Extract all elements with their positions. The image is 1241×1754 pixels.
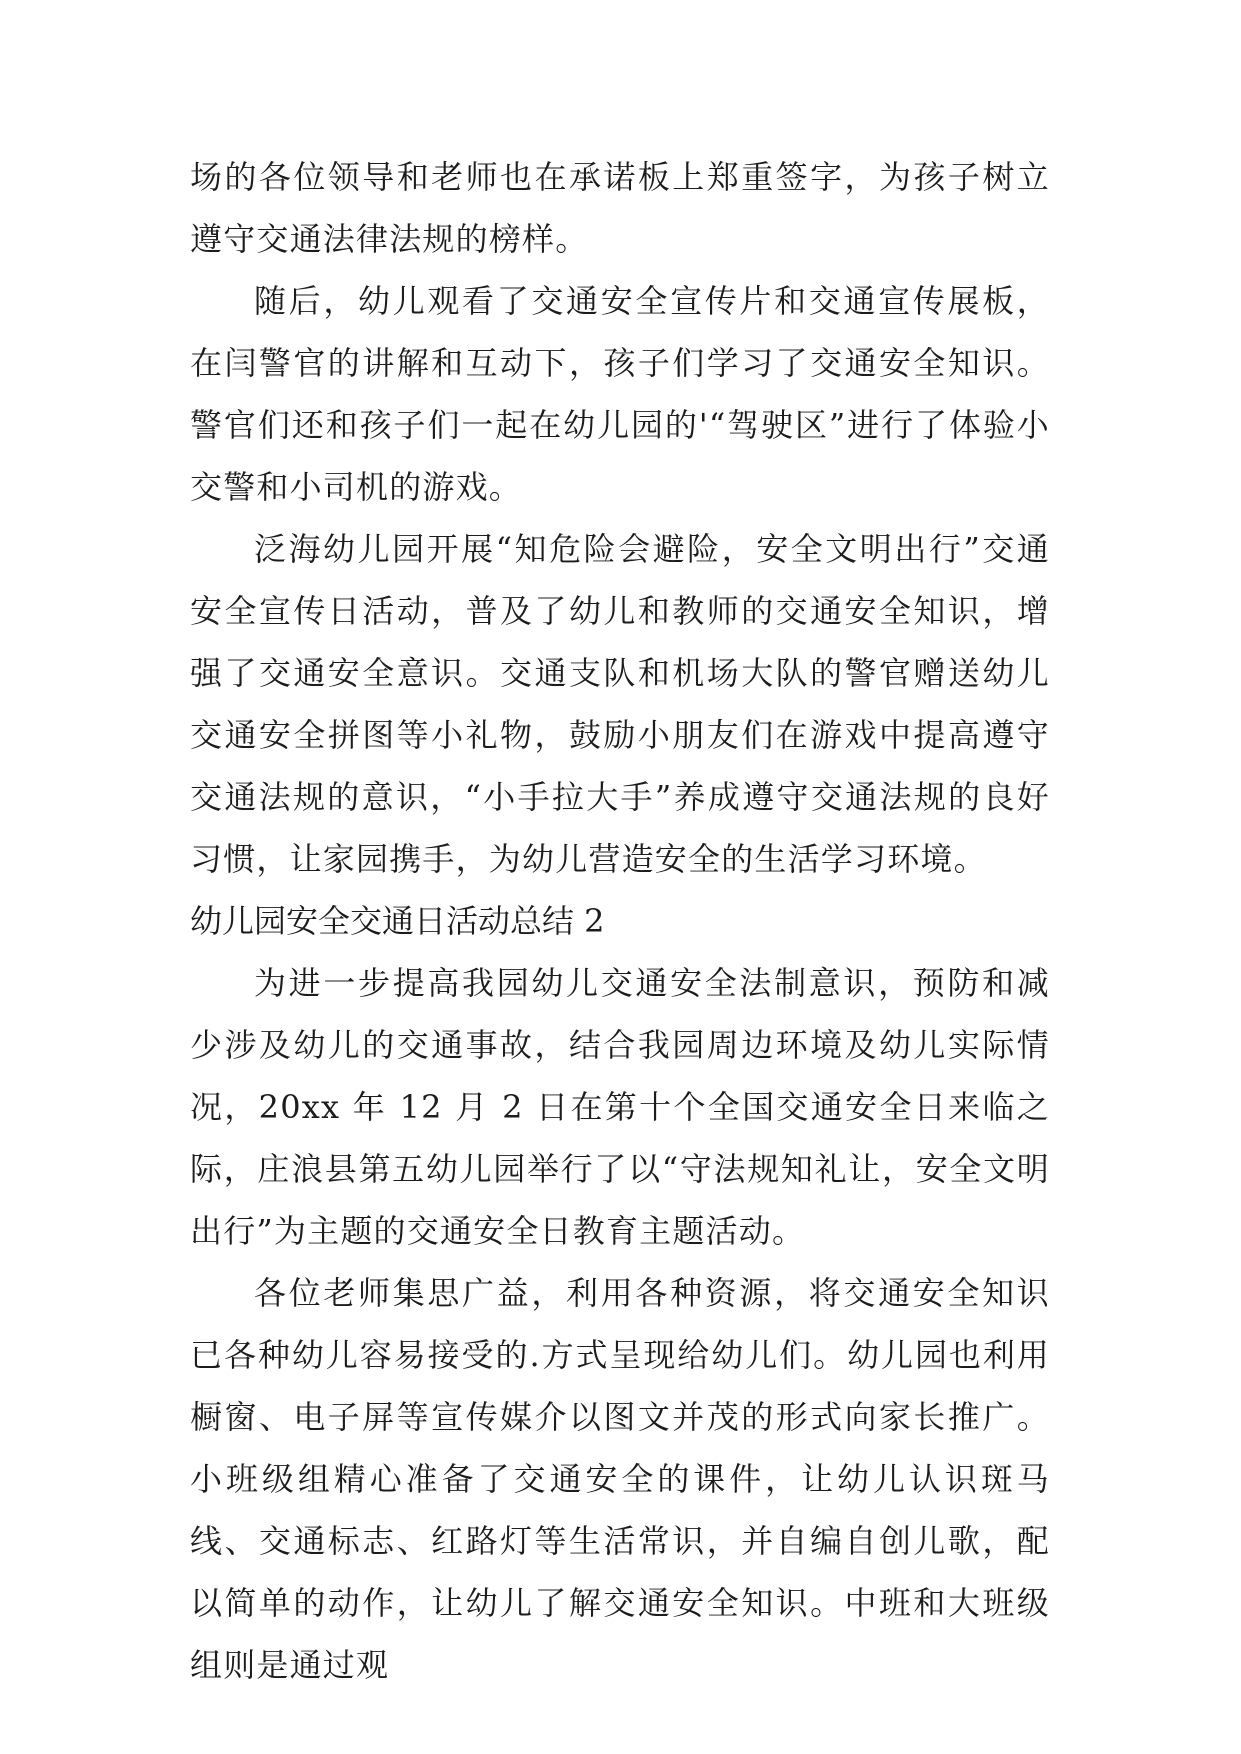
- document-body: [190, 146, 1050, 1696]
- paragraph-continued: 场的各位领导和老师也在承诺板上郑重签字，为孩子树立遵守交通法律法规的榜样。: [190, 158, 1050, 258]
- section-heading: 幼儿园安全交通日活动总结 2: [190, 902, 605, 940]
- paragraph-intro: 为进一步提高我园幼儿交通安全法制意识，预防和减少涉及幼儿的交通事故，结合我园周边环境及幼儿实际情况，20xx 年 12 月 2 日在第十个全国交通安全日来临之际，庄浪县第五幼儿园举行了以“守法规知礼让，安全文明出行”为主题的交通安全日教育主题活动。: [190, 964, 1050, 1250]
- paragraph-fanhai-activity: 泛海幼儿园开展“知危险会避险，安全文明出行”交通安全宣传日活动，普及了幼儿和教师的交通安全知识，增强了交通安全意识。交通支队和机场大队的警官赠送幼儿交通安全拼图等小礼物，鼓励小朋友们在游戏中提高遵守交通法规的意识，“小手拉大手”养成遵守交通法规的良好习惯，让家园携手，为幼儿营造安全的生活学习环境。: [190, 530, 1050, 878]
- paragraph-police-lesson: 随后，幼儿观看了交通安全宣传片和交通宣传展板，在闫警官的讲解和互动下，孩子们学习了交通安全知识。警官们还和孩子们一起在幼儿园的'“驾驶区”进行了体验小交警和小司机的游戏。: [190, 282, 1050, 506]
- paragraph-teachers: 各位老师集思广益，利用各种资源，将交通安全知识已各种幼儿容易接受的.方式呈现给幼儿们。幼儿园也利用橱窗、电子屏等宣传媒介以图文并茂的形式向家长推广。小班级组精心准备了交通安全的课件，让幼儿认识斑马线、交通标志、红路灯等生活常识，并自编自创儿歌，配以简单的动作，让幼儿了解交通安全知识。中班和大班级组则是通过观: [190, 1274, 1050, 1684]
